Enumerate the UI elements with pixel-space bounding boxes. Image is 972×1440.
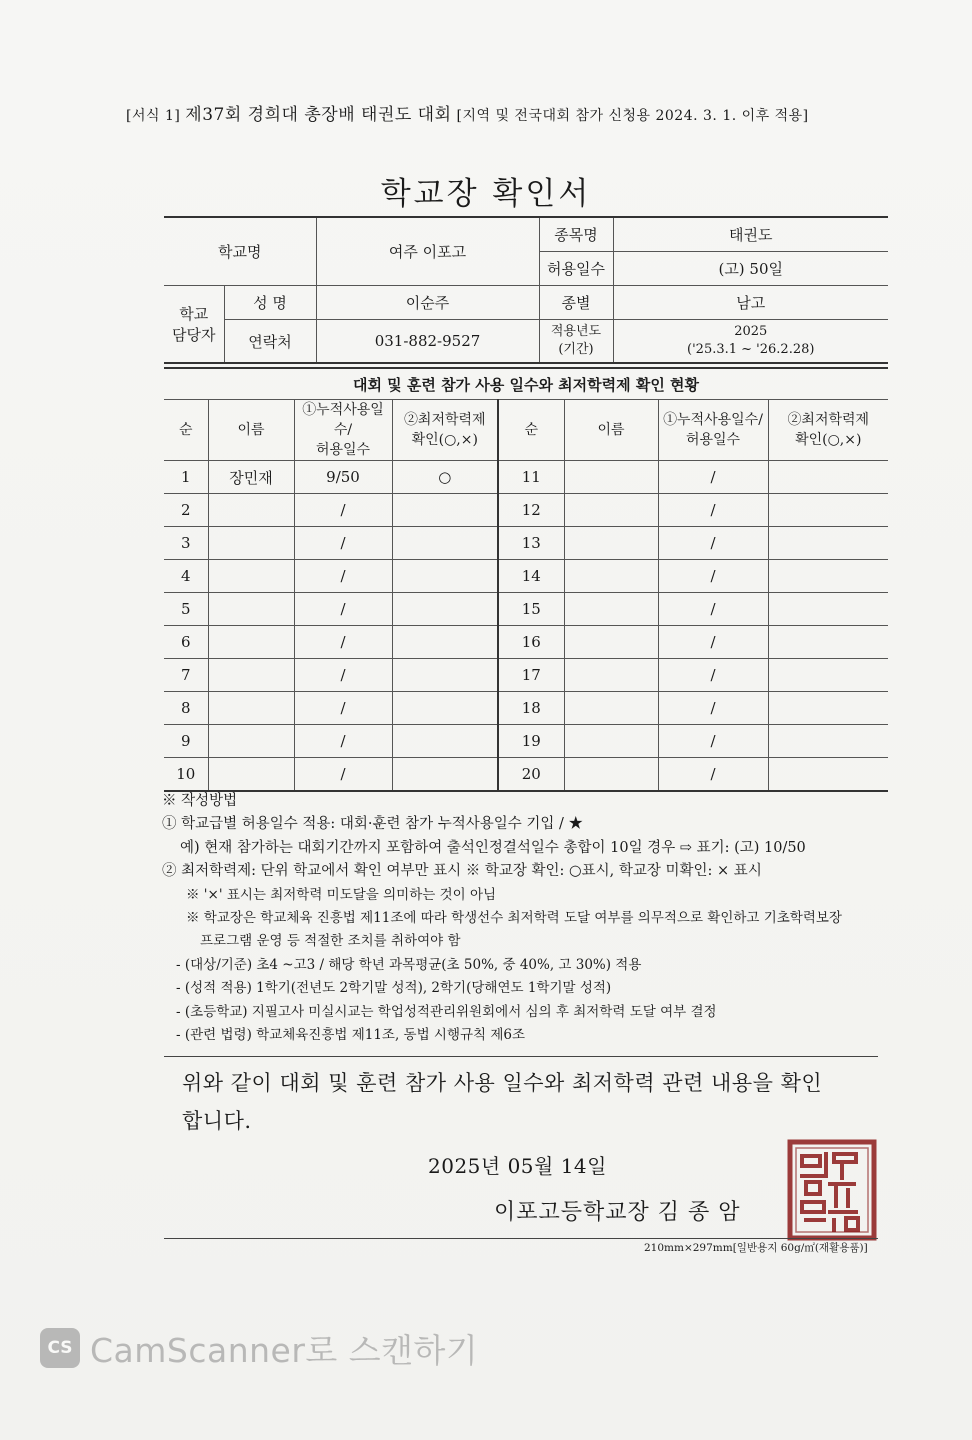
row-no-right: 13 (498, 527, 564, 560)
year-label-line2: (기간) (558, 342, 594, 357)
row-name-right (564, 560, 658, 593)
header-min-line2: 확인(○,×) (411, 432, 478, 448)
table-row (164, 593, 888, 626)
period-value: ('25.3.1 ~ '26.2.28) (687, 342, 815, 357)
header-min-right-line2: 확인(○,×) (795, 432, 862, 448)
header-name-right: 이름 (564, 400, 658, 461)
table-header-row (164, 400, 888, 461)
row-min-left (392, 758, 498, 792)
row-no-left: 7 (164, 659, 208, 692)
allowed-days-label: 허용일수 (539, 252, 613, 286)
row-days-left: / (294, 626, 392, 659)
row-name-left (208, 626, 294, 659)
row-days-right: / (658, 725, 768, 758)
row-name-right (564, 593, 658, 626)
divider-top (164, 1056, 878, 1057)
row-name-left (208, 692, 294, 725)
note-2: ② 최저학력제: 단위 학교에서 확인 여부만 표시 ※ 학교장 확인: ○표시, 학교장 미확인: × 표시 (162, 863, 762, 880)
row-days-left: 9/50 (294, 461, 392, 494)
table-row (164, 659, 888, 692)
school-info-table (164, 216, 888, 364)
row-name-left (208, 758, 294, 792)
header-days-line1: ①누적사용일수/ (302, 402, 384, 438)
row-min-left (392, 626, 498, 659)
note-2-b2: 프로그램 운영 등 적절한 조치를 취하여야 함 (200, 933, 461, 950)
confirmation-text (182, 1064, 882, 1140)
row-days-right: / (658, 692, 768, 725)
row-no-right: 20 (498, 758, 564, 792)
row-days-left: / (294, 560, 392, 593)
row-min-left: ○ (392, 461, 498, 494)
camscanner-watermark (40, 1326, 478, 1370)
year-value-line1: 2025 (734, 324, 768, 339)
manager-name-label: 성 명 (224, 286, 316, 320)
row-days-right: / (658, 626, 768, 659)
note-1-example: 예) 현재 참가하는 대회기간까지 포함하여 출석인정결석일수 총합이 10일 경우 ⇨ 표기: (고) 10/50 (180, 839, 806, 856)
manager-label-line2: 담당자 (172, 326, 216, 344)
row-days-left: / (294, 659, 392, 692)
note-dash-2: - (성적 적용) 1학기(전년도 2학기말 성적), 2학기(당해연도 1학기말 성적) (176, 980, 612, 997)
header-days-line2: 허용일수 (315, 442, 371, 458)
row-min-right (768, 560, 888, 593)
row-name-right (564, 659, 658, 692)
row-min-right (768, 461, 888, 494)
header-min-right-line1: ②최저학력제 (787, 412, 870, 428)
table-row (164, 692, 888, 725)
category-label: 종별 (539, 286, 613, 320)
row-no-left: 9 (164, 725, 208, 758)
event-value: 태권도 (613, 217, 888, 252)
header-name: 이름 (208, 400, 294, 461)
note-2-a: ※ '×' 표시는 최저학력 미도달을 의미하는 것이 아님 (186, 886, 497, 903)
row-days-right: / (658, 659, 768, 692)
row-min-right (768, 527, 888, 560)
participation-table (164, 367, 888, 792)
row-min-left (392, 494, 498, 527)
note-1: ① 학교급별 허용일수 적용: 대회·훈련 참가 누적사용일수 기입 / ★ (162, 816, 584, 833)
camscanner-logo-icon: CS (40, 1328, 80, 1368)
row-name-right (564, 494, 658, 527)
row-days-left: / (294, 758, 392, 792)
table-row (164, 626, 888, 659)
note-dash-4: - (관련 법령) 학교체육진흥법 제11조, 동법 시행규칙 제6조 (176, 1027, 526, 1044)
allowed-days-value: (고) 50일 (613, 252, 888, 286)
row-name-right (564, 626, 658, 659)
confirmation-line1: 위와 같이 대회 및 훈련 참가 사용 일수와 최저학력 관련 내용을 확인 (182, 1071, 823, 1095)
row-min-left (392, 725, 498, 758)
form-prefix: [서식 1] (126, 108, 181, 124)
school-name-value: 여주 이포고 (316, 217, 539, 286)
row-days-left: / (294, 494, 392, 527)
row-min-right (768, 494, 888, 527)
manager-label (164, 286, 224, 364)
row-min-right (768, 626, 888, 659)
row-days-right: / (658, 593, 768, 626)
row-min-right (768, 758, 888, 792)
year-value (613, 320, 888, 364)
note-dash-3: - (초등학교) 지필고사 미실시교는 학업성적관리위원회에서 심의 후 최저학력 도달 여부 결정 (176, 1003, 717, 1020)
row-days-right: / (658, 758, 768, 792)
header-days-right (658, 400, 768, 461)
principal-signature: 이포고등학교장 김 종 암 (494, 1200, 741, 1225)
camscanner-text: CamScanner로 스캔하기 (90, 1330, 479, 1370)
form-title: 제37회 경희대 총장배 태권도 대회 (185, 105, 452, 125)
row-name-right (564, 758, 658, 792)
row-days-right: / (658, 494, 768, 527)
instructions (162, 790, 892, 1047)
row-no-left: 10 (164, 758, 208, 792)
row-no-left: 2 (164, 494, 208, 527)
notes-heading: ※ 작성방법 (162, 793, 238, 809)
header-no: 순 (164, 400, 208, 461)
row-name-left (208, 527, 294, 560)
manager-label-line1: 학교 (179, 305, 209, 323)
year-label (539, 320, 613, 364)
row-no-left: 3 (164, 527, 208, 560)
row-no-right: 16 (498, 626, 564, 659)
row-name-left (208, 560, 294, 593)
row-min-right (768, 692, 888, 725)
row-min-left (392, 593, 498, 626)
row-min-right (768, 725, 888, 758)
contact-value: 031-882-9527 (316, 320, 539, 364)
document-title: 학교장 확인서 (380, 176, 592, 212)
row-no-right: 17 (498, 659, 564, 692)
row-days-left: / (294, 692, 392, 725)
row-days-right: / (658, 560, 768, 593)
table-row (164, 461, 888, 494)
school-name-label: 학교명 (164, 217, 316, 286)
row-no-right: 18 (498, 692, 564, 725)
row-min-left (392, 692, 498, 725)
header-no-right: 순 (498, 400, 564, 461)
divider-bottom (164, 1238, 878, 1239)
header-min-line1: ②최저학력제 (403, 412, 486, 428)
table-row (164, 527, 888, 560)
row-name-right (564, 527, 658, 560)
row-days-right: / (658, 527, 768, 560)
row-no-right: 19 (498, 725, 564, 758)
row-no-left: 5 (164, 593, 208, 626)
row-min-right (768, 593, 888, 626)
row-no-left: 8 (164, 692, 208, 725)
row-name-left: 장민재 (208, 461, 294, 494)
table-row (164, 725, 888, 758)
row-no-right: 15 (498, 593, 564, 626)
official-seal-stamp (784, 1136, 880, 1244)
row-name-left (208, 659, 294, 692)
row-no-left: 6 (164, 626, 208, 659)
header-days-right-line1: ①누적사용일수/ (663, 412, 763, 428)
row-days-right: / (658, 461, 768, 494)
row-name-left (208, 593, 294, 626)
table-row (164, 560, 888, 593)
row-min-left (392, 527, 498, 560)
table-row (164, 758, 888, 792)
confirmation-line2: 합니다. (182, 1109, 252, 1133)
header-days-right-line2: 허용일수 (685, 432, 741, 448)
row-days-left: / (294, 725, 392, 758)
row-days-left: / (294, 593, 392, 626)
row-no-right: 11 (498, 461, 564, 494)
event-label: 종목명 (539, 217, 613, 252)
header-min-right (768, 400, 888, 461)
row-no-left: 4 (164, 560, 208, 593)
participation-caption: 대회 및 훈련 참가 사용 일수와 최저학력제 확인 현황 (164, 368, 888, 400)
issue-date: 2025년 05월 14일 (428, 1154, 607, 1178)
row-no-right: 12 (498, 494, 564, 527)
row-name-right (564, 461, 658, 494)
paper-spec: 210mm×297mm[일반용지 60g/㎡(재활용품)] (644, 1242, 868, 1254)
note-dash-1: - (대상/기준) 초4 ~고3 / 해당 학년 과목평균(초 50%, 중 40%, 고 30%) 적용 (176, 956, 642, 973)
row-name-right (564, 725, 658, 758)
contact-label: 연락처 (224, 320, 316, 364)
row-name-left (208, 725, 294, 758)
header-min (392, 400, 498, 461)
row-min-left (392, 560, 498, 593)
row-min-left (392, 659, 498, 692)
category-value: 남고 (613, 286, 888, 320)
note-2-b1: ※ 학교장은 학교체육 진흥법 제11조에 따라 학생선수 최저학력 도달 여부를 의무적으로 확인하고 기초학력보장 (186, 910, 842, 927)
year-label-line1: 적용년도 (550, 324, 602, 339)
row-min-right (768, 659, 888, 692)
manager-name-value: 이순주 (316, 286, 539, 320)
row-no-right: 14 (498, 560, 564, 593)
form-note: [지역 및 전국대회 참가 신청용 2024. 3. 1. 이후 적용] (456, 108, 809, 124)
row-name-right (564, 692, 658, 725)
row-days-left: / (294, 527, 392, 560)
form-header (126, 100, 896, 125)
row-no-left: 1 (164, 461, 208, 494)
table-row (164, 494, 888, 527)
header-days (294, 400, 392, 461)
row-name-left (208, 494, 294, 527)
